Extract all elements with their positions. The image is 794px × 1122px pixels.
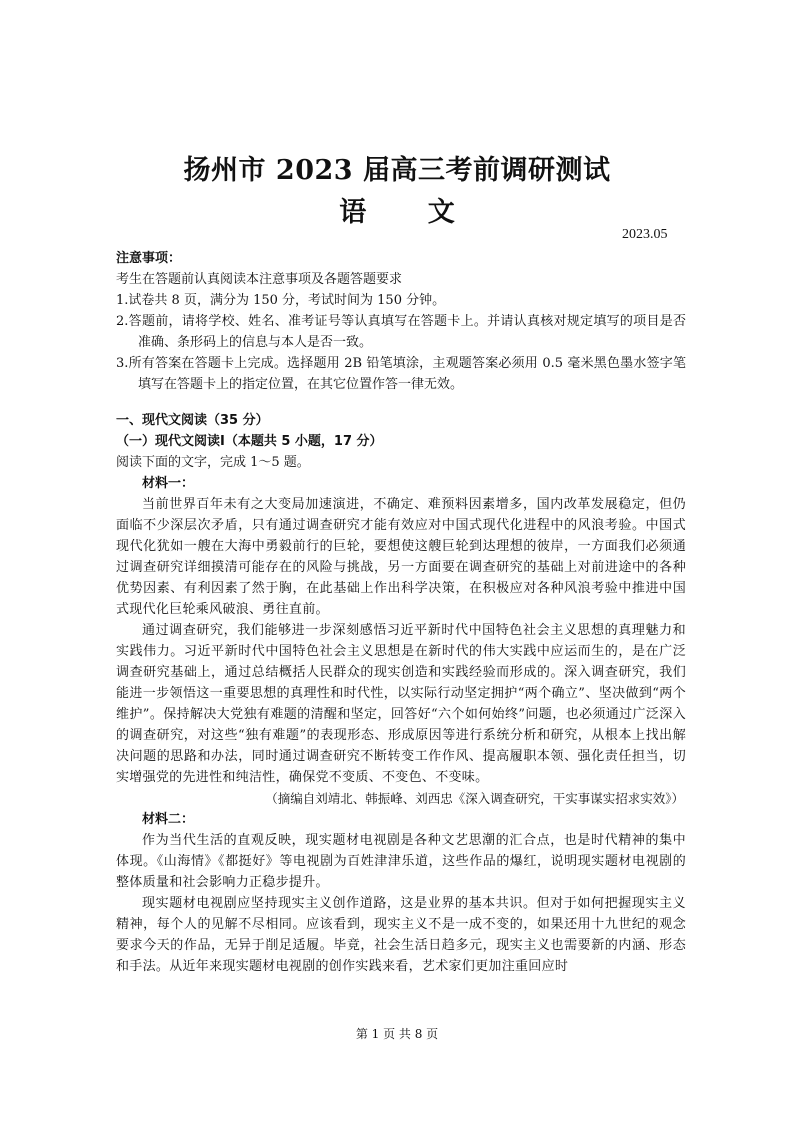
notice-intro: 考生在答题前认真阅读本注意事项及各题答题要求: [116, 272, 403, 287]
exam-title: 扬州市 2023 届高三考前调研测试: [183, 155, 611, 186]
page-footer: 第 1 页 共 8 页: [355, 1027, 439, 1041]
notice-item: 1.试卷共 8 页，满分为 150 分，考试时间为 150 分钟。: [116, 293, 446, 308]
section-instruction: 阅读下面的文字，完成 1～5 题。: [116, 455, 310, 470]
material-one-label: 材料一：: [142, 476, 195, 491]
material-two-paragraph: 现实题材电视剧应坚持现实主义创作道路，这是业界的基本共识。但对于如何把握现实主义精神，每个人的见解不尽相同。应该看到，现实主义不是一成不变的，如果还用十九世纪的观念要求今天的作品，无异于削足适履。毕竟，社会生活日趋多元，现实主义也需要新的内涵、形态和手法。从近年来现实题材电视剧的创作实践来看，艺术家们更加注重回应时: [116, 896, 686, 974]
exam-subject: 语 文: [339, 197, 481, 228]
material-one-paragraph: 当前世界百年未有之大变局加速演进，不确定、难预料因素增多，国内改革发展稳定，但仍面临不少深层次矛盾，只有通过调查研究才能有效应对中国式现代化进程中的风浪考验。中国式现代化犹如一艘在大海中勇毅前行的巨轮，要想使这艘巨轮到达理想的彼岸，一方面我们必须通过调查研究详细摸清可能存在的风险与挑战，另一方面要在调查研究的基础上对前进途中的各种优势因素、有利因素了然于胸，在此基础上作出科学决策，在积极应对各种风浪考验中推进中国式现代化巨轮乘风破浪、勇往直前。: [116, 497, 686, 617]
material-two-label: 材料二：: [142, 812, 195, 827]
section-subheading: （一）现代文阅读Ⅰ（本题共 5 小题，17 分）: [116, 434, 383, 449]
notice-heading: 注意事项：: [116, 251, 182, 266]
section-heading: 一、现代文阅读（35 分）: [116, 413, 269, 428]
exam-date: 2023.05: [622, 227, 668, 242]
material-one-paragraph: 通过调查研究，我们能够进一步深刻感悟习近平新时代中国特色社会主义思想的真理魅力和实践伟力。习近平新时代中国特色社会主义思想是在新时代的伟大实践中应运而生的，是在广泛调查研究基础上，通过总结概括人民群众的现实创造和实践经验而形成的。深入调查研究，我们能进一步领悟这一重要思想的真理性和时代性，以实际行动坚定拥护“两个确立”、坚决做到“两个维护”。保持解决大党独有难题的清醒和坚定，回答好“六个如何始终”问题，也必须通过广泛深入的调查研究，对这些“独有难题”的表现形态、形成原因等进行系统分析和研究，从根本上找出解决问题的思路和办法，同时通过调查研究不断转变工作作风、提高履职本领、强化责任担当，切实增强党的先进性和纯洁性，确保党不变质、不变色、不变味。: [116, 623, 686, 785]
material-one-source: （摘编自刘靖北、韩振峰、刘西忠《深入调查研究，干实事谋实招求实效》）: [265, 791, 684, 806]
material-two-paragraph: 作为当代生活的直观反映，现实题材电视剧是各种文艺思潮的汇合点，也是时代精神的集中体现。《山海情》《都挺好》等电视剧为百姓津津乐道，这些作品的爆红，说明现实题材电视剧的整体质量和社会影响力正稳步提升。: [116, 833, 686, 890]
reading-section: [116, 410, 686, 977]
notice-item: 3.所有答案在答题卡上完成。选择题用 2B 铅笔填涂，主观题答案必须用 0.5 毫米黑色墨水签字笔填写在答题卡上的指定位置，在其它位置作答一律无效。: [116, 356, 686, 392]
notice-section: [116, 248, 686, 395]
notice-item: 2.答题前，请将学校、姓名、准考证号等认真填写在答题卡上。并请认真核对规定填写的项目是否准确、条形码上的信息与本人是否一致。: [116, 314, 686, 350]
